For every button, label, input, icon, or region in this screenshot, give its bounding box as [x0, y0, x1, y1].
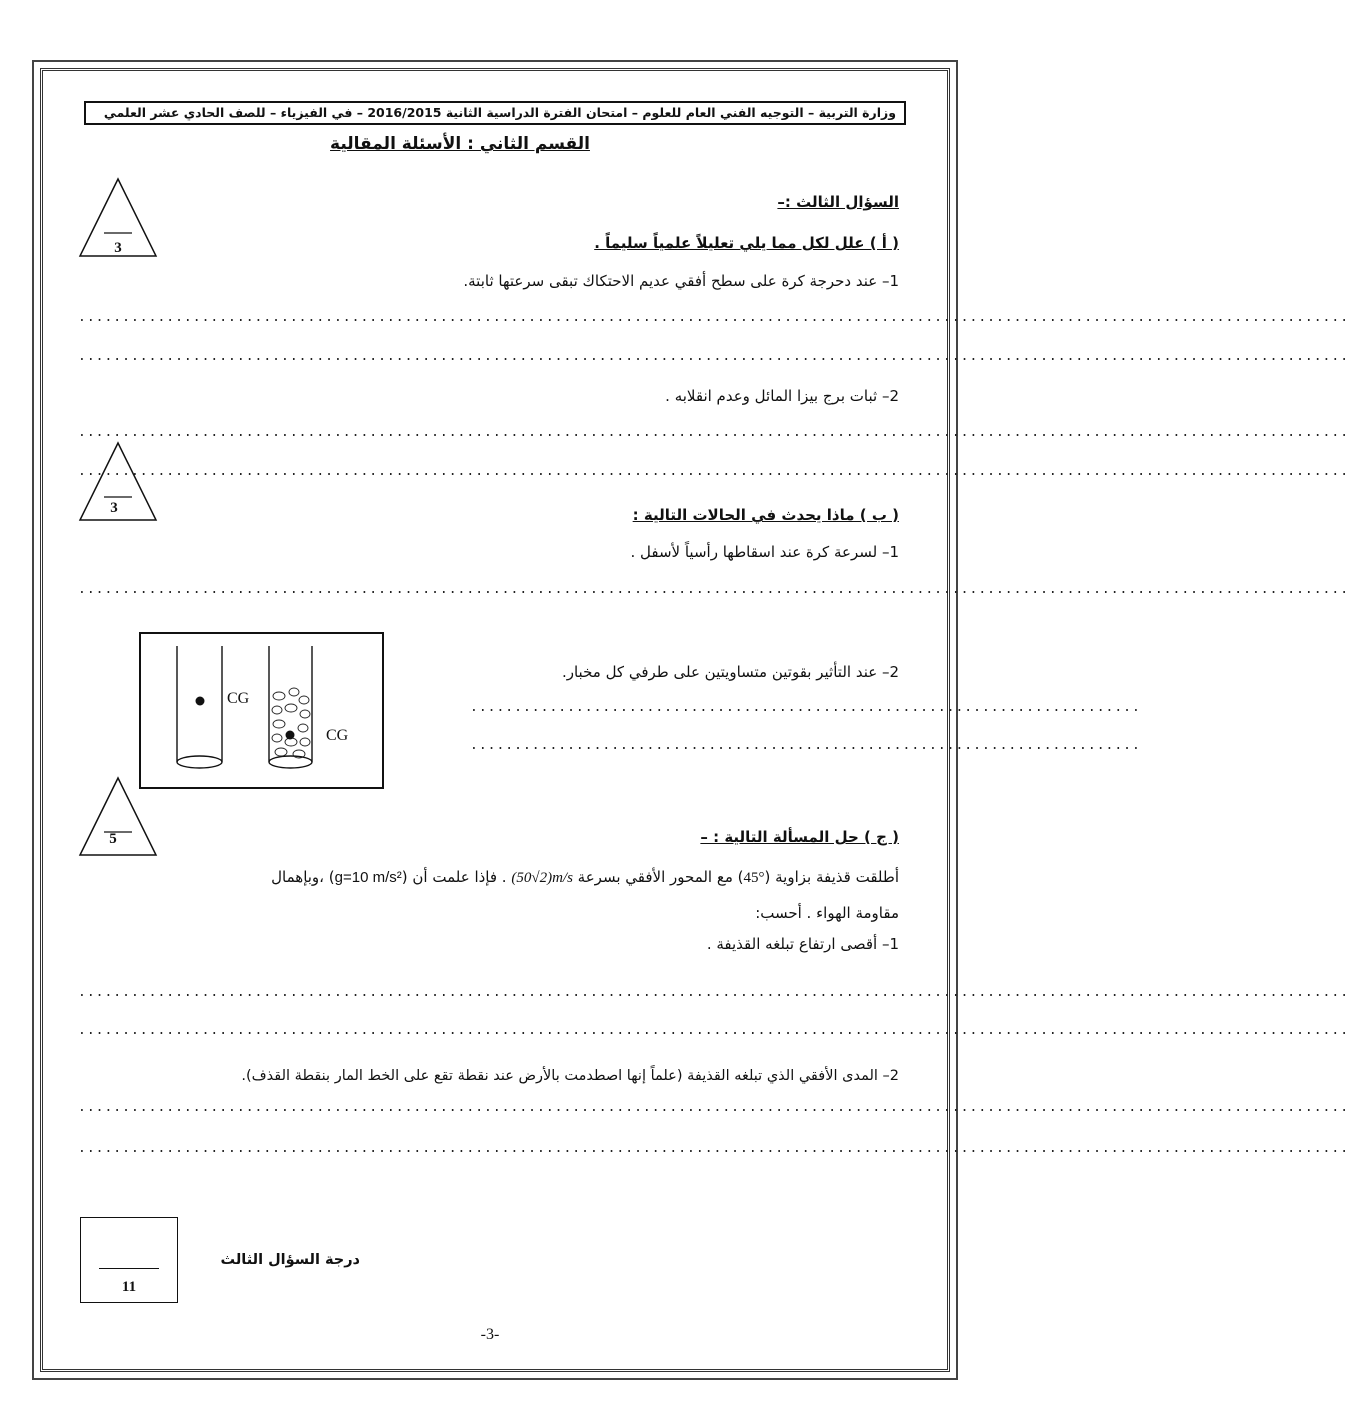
answer-line[interactable]: ................................................................................................................................................ — [78, 582, 1349, 597]
marks-a: 3 — [114, 240, 122, 256]
cg-label-right: CG — [326, 727, 349, 744]
part-b-item-2: 2– عند التأثير بقوتين متساويتين على طرفي كل مخبار. — [561, 663, 899, 681]
cylinders-figure — [139, 632, 384, 789]
marks-b: 3 — [110, 500, 118, 516]
speed-value: (50√2)m/s — [511, 870, 573, 886]
angle-value: 45° — [743, 870, 765, 886]
part-c-item-1: 1– أقصى ارتفاع تبلغه القذيفة . — [706, 935, 899, 953]
part-c-item-2: 2– المدى الأفقي الذي تبلغه القذيفة (علماً إنها اصطدمت بالأرض عند نقطة تقع على الخط المار بنقطة القذف). — [241, 1068, 899, 1084]
total-score-label: درجة السؤال الثالث — [220, 1252, 360, 1268]
problem-text-3: . فإذا علمت أن ( — [401, 868, 512, 886]
part-c-title: ( ج ) حل المسألة التالية : – — [700, 828, 899, 846]
cg-label-left: CG — [227, 690, 250, 707]
problem-text-2: ) مع المحور الأفقي بسرعة — [572, 868, 744, 886]
answer-line[interactable]: ................................................................................................................................................ — [78, 985, 1349, 1000]
problem-text-4: ) ،وبإهمال — [271, 868, 335, 886]
part-b-title: ( ب ) ماذا يحدث في الحالات التالية : — [632, 506, 899, 524]
answer-line[interactable]: ................................................................................................................................................ — [78, 1023, 1349, 1038]
problem-line-2: مقاومة الهواء . أحسب: — [755, 904, 899, 922]
answer-line[interactable]: ............................................................................ — [470, 738, 1141, 753]
problem-statement — [271, 866, 899, 889]
answer-line[interactable]: ................................................................................................................................................ — [78, 464, 1349, 479]
exam-header: وزارة التربية – التوجيه الفني العام للعلوم – امتحان الفترة الدراسية الثانية 2016/2015 – في الفيزياء – للصف الحادي عشر العلمي — [84, 101, 906, 125]
answer-line[interactable]: ................................................................................................................................................ — [78, 1100, 1349, 1115]
total-score-box — [80, 1217, 178, 1303]
question-title: السؤال الثالث :– — [777, 193, 899, 211]
answer-line[interactable]: ................................................................................................................................................ — [78, 1141, 1349, 1156]
part-a-item-1: 1– عند دحرجة كرة على سطح أفقي عديم الاحتكاك تبقى سرعتها ثابتة. — [463, 272, 899, 290]
section-title: القسم الثاني : الأسئلة المقالية — [330, 134, 590, 154]
problem-text-1: أطلقت قذيفة بزاوية ( — [764, 868, 899, 886]
answer-line[interactable]: ................................................................................................................................................ — [78, 349, 1349, 364]
answer-line[interactable]: ............................................................................ — [470, 700, 1141, 715]
marks-c: 5 — [109, 831, 117, 847]
answer-line[interactable]: ................................................................................................................................................ — [78, 425, 1349, 440]
answer-line[interactable]: ................................................................................................................................................ — [78, 310, 1349, 325]
page-number: -3- — [480, 1326, 500, 1343]
part-a-item-2: 2– ثبات برج بيزا المائل وعدم انقلابه . — [665, 387, 899, 405]
part-a-title: ( أ ) علل لكل مما يلي تعليلاً علمياً سليماً . — [594, 234, 899, 252]
total-score-value: 11 — [121, 1279, 137, 1295]
part-b-item-1: 1– لسرعة كرة عند اسقاطها رأسياً لأسفل . — [630, 543, 899, 561]
gravity-value: g=10 m/s² — [334, 869, 402, 886]
